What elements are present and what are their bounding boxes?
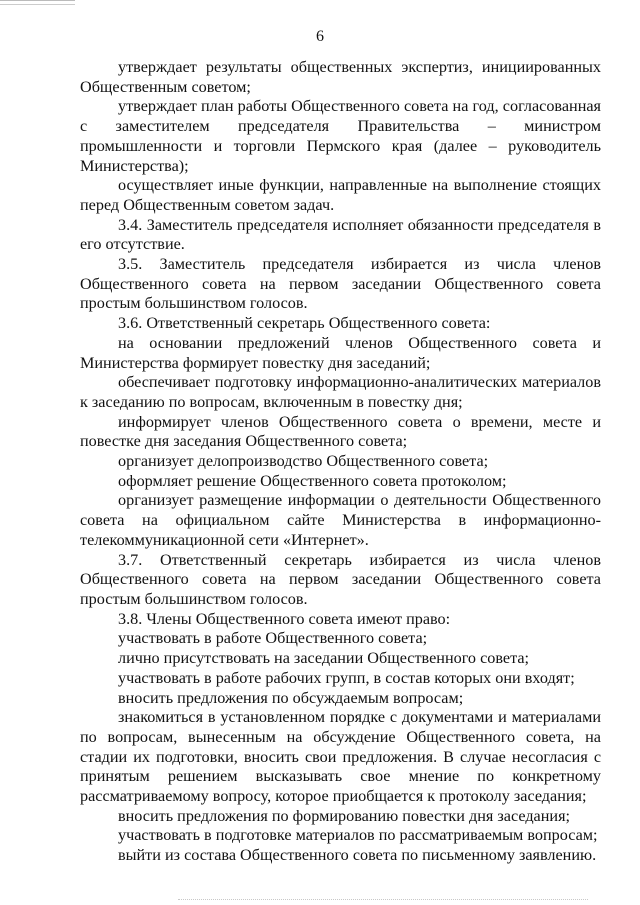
paragraph: 3.5. Заместитель председателя избирается из числа членов Общественного совета на первом заседании Общественного совета простым большинством голосов. xyxy=(80,255,601,313)
page-number: 6 xyxy=(316,28,324,45)
paragraph: осуществляет иные функции, направленные на выполнение стоящих перед Общественным советом задач. xyxy=(80,176,601,214)
paragraph: выйти из состава Общественного совета по письменному заявлению. xyxy=(118,846,597,865)
paragraph: участвовать в работе рабочих групп, в состав которых они входят; xyxy=(118,668,575,687)
paragraph: лично присутствовать на заседании Общественного совета; xyxy=(118,649,530,668)
paragraph: на основании предложений членов Общественного совета и Министерства формирует повестку дня заседаний; xyxy=(80,333,601,372)
scan-artifact-bottom xyxy=(178,899,588,902)
paragraph: утверждает результаты общественных экспертиз, инициированных Общественным советом; xyxy=(80,58,601,96)
paragraph: оформляет решение Общественного совета протоколом; xyxy=(118,471,507,490)
paragraph: организует делопроизводство Общественного совета; xyxy=(118,452,489,471)
paragraph: 3.6. Ответственный секретарь Общественного совета: xyxy=(118,314,491,333)
paragraph: информирует членов Общественного совета о времени, месте и повестке дня заседания Общественного совета; xyxy=(80,412,601,451)
paragraph: 3.7. Ответственный секретарь избирается из числа членов Общественного совета на первом заседании Общественного совета простым большинством голосов. xyxy=(80,550,601,608)
paragraph: организует размещение информации о деятельности Общественного совета на официальном сайте Министерства в информационно-телекоммуникационной сети «Интернет». xyxy=(80,491,601,549)
paragraph: участвовать в работе Общественного совета; xyxy=(118,629,428,648)
paragraph: вносить предложения по формированию повестки дня заседания; xyxy=(118,806,571,825)
paragraph: знакомиться в установленном порядке с документами и материалами по вопросам, вынесенным на обсуждение Общественного совета, на стадии их подготовки, вносить свои предложения. В случае несогласия с принятым решением высказывать свое мнение по конкретному рассматриваемому вопросу, которое приобщается к протоколу заседания; xyxy=(80,708,601,806)
paragraph: 3.4. Заместитель председателя исполняет обязанности председателя в его отсутствие. xyxy=(80,215,601,254)
paragraph: обеспечивает подготовку информационно-аналитических материалов к заседанию по вопросам, включенным в повестку дня; xyxy=(80,373,601,411)
paragraph: утверждает план работы Общественного совета на год, согласованная с заместителем председателя Правительства – министром промышленности и торговли Пермского края (далее – руководитель Министерства); xyxy=(80,97,601,175)
document-body xyxy=(80,58,601,866)
paragraph: участвовать в подготовке материалов по рассматриваемым вопросам; xyxy=(118,826,598,845)
paragraph: 3.8. Члены Общественного совета имеют право: xyxy=(118,609,451,628)
paragraph: вносить предложения по обсуждаемым вопросам; xyxy=(118,688,464,707)
scan-artifact-top xyxy=(0,0,75,5)
